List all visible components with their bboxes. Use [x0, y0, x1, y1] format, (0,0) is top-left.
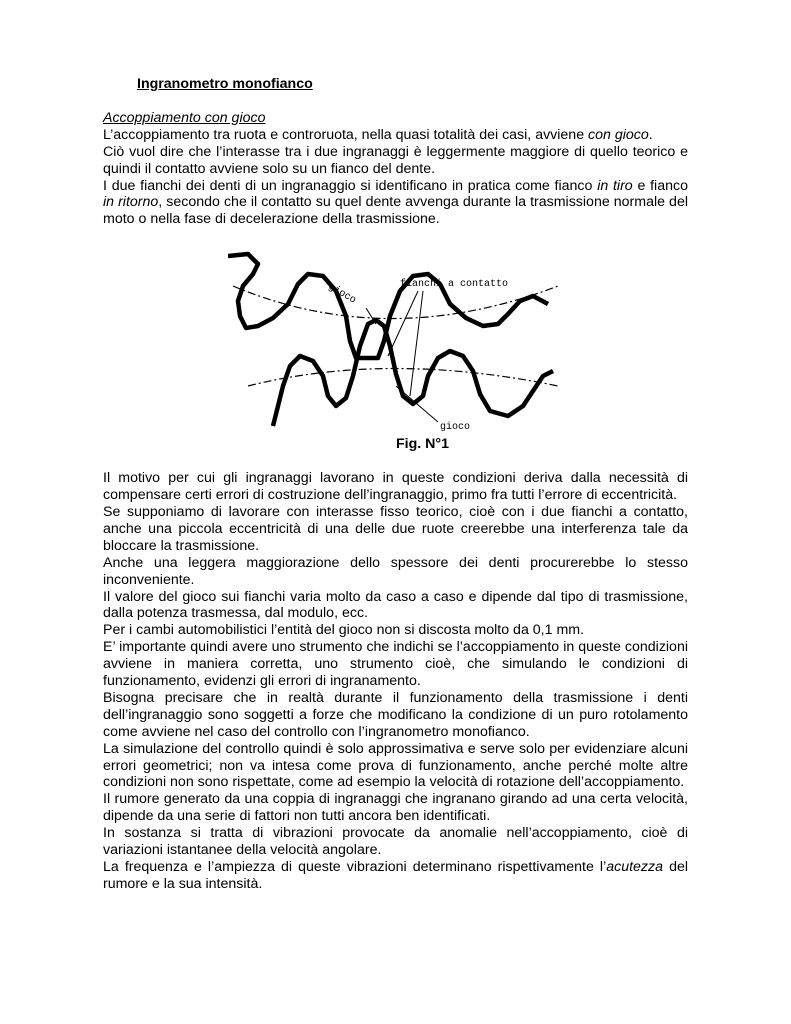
body-paragraph-2: Se supponiamo di lavorare con interasse fisso teorico, cioè con i due fianchi a contatto, anche una piccola eccentricità di una delle due ruote creerebbe una interferenza tale da bloccare la trasmissione. — [103, 503, 688, 554]
intro-paragraph-1: L’accoppiamento tra ruota e controruota, nella quasi totalità dei casi, avviene con gioco. — [103, 126, 653, 143]
leader-line-gioco-bottom — [396, 386, 438, 422]
body-paragraph-1: Il motivo per cui gli ingranaggi lavorano in queste condizioni deriva dalla necessità di compensare certi errori di costruzione dell’ingranaggio, primo fra tutti l’errore di eccentricità. — [103, 470, 688, 504]
label-gioco-bottom: gioco — [440, 422, 471, 434]
body-paragraph-9: Il rumore generato da una coppia di ingranaggi che ingranano girando ad una certa velocità, dipende da una serie di fattori non tutti ancora ben identificati. — [103, 791, 688, 825]
body-paragraph-7: Bisogna precisare che in realtà durante il funzionamento della trasmissione i denti dell’ingranaggio sono soggetti a forze che modificano la condizione di un puro rotolamento come avviene nel caso del controllo con l’ingranometro monofianco. — [103, 689, 688, 740]
gear-mesh-figure — [103, 246, 688, 436]
body-paragraph-3: Anche una leggera maggiorazione dello spessore dei denti procurerebbe lo stesso inconveniente. — [103, 554, 688, 588]
leader-line-fianchi-right — [410, 291, 423, 396]
intro-paragraph-2: Ciò vuol dire che l’interasse tra i due ingranaggi è leggermente maggiore di quello teorico e quindi il contatto avviene solo su un fianco del dente. — [103, 143, 688, 177]
label-fianchi-a-contatto: fianchi a contatto — [400, 279, 509, 291]
document-page — [103, 76, 688, 893]
gear-mesh-diagram — [228, 246, 558, 436]
figure-caption: Fig. N°1 — [396, 436, 449, 453]
label-gioco-top: gioco — [326, 282, 358, 307]
intro-paragraph-3: I due fianchi dei denti di un ingranaggio si identificano in pratica come fianco in tiro e fianco in ritorno, secondo che il contatto su quel dente avvenga durante la trasmissione normale del moto o nella fase di decelerazione della trasmissione. — [103, 177, 688, 228]
body-paragraph-8: La simulazione del controllo quindi è solo approssimativa e serve solo per evidenziare alcuni errori geometrici; non va intesa come prova di funzionamento, anche perché molte altre condizioni non sono rispettate, come ad esempio la velocità di rotazione dell’accoppiamento. — [103, 740, 688, 791]
body-paragraph-final: La frequenza e l’ampiezza di queste vibrazioni determinano rispettivamente l’acutezza del rumore e la sua intensità. — [103, 859, 689, 892]
page-title: Ingranometro monofianco — [137, 76, 313, 92]
section-subtitle: Accoppiamento con gioco — [103, 109, 266, 126]
body-paragraph-4: Il valore del gioco sui fianchi varia molto da caso a caso e dipende dal tipo di trasmissione, dalla potenza trasmessa, dal modulo, ecc. — [103, 588, 688, 622]
pitch-line-lower-gear — [248, 369, 558, 387]
body-paragraph-6: E’ importante quindi avere uno strumento che indichi se l’accoppiamento in queste condizioni avviene in maniera corretta, uno strumento cioè, che simulando le condizioni di funzionamento, evidenzi gli errori di ingranamento. — [103, 639, 688, 690]
body-paragraph-5: Per i cambi automobilistici l’entità del gioco non si discosta molto da 0,1 mm. — [103, 622, 585, 639]
body-paragraph-10: In sostanza si tratta di vibrazioni provocate da anomalie nell’accoppiamento, cioè di variazioni istantanee della velocità angolare. — [103, 825, 688, 859]
leader-line-fianchi-left — [388, 291, 418, 356]
